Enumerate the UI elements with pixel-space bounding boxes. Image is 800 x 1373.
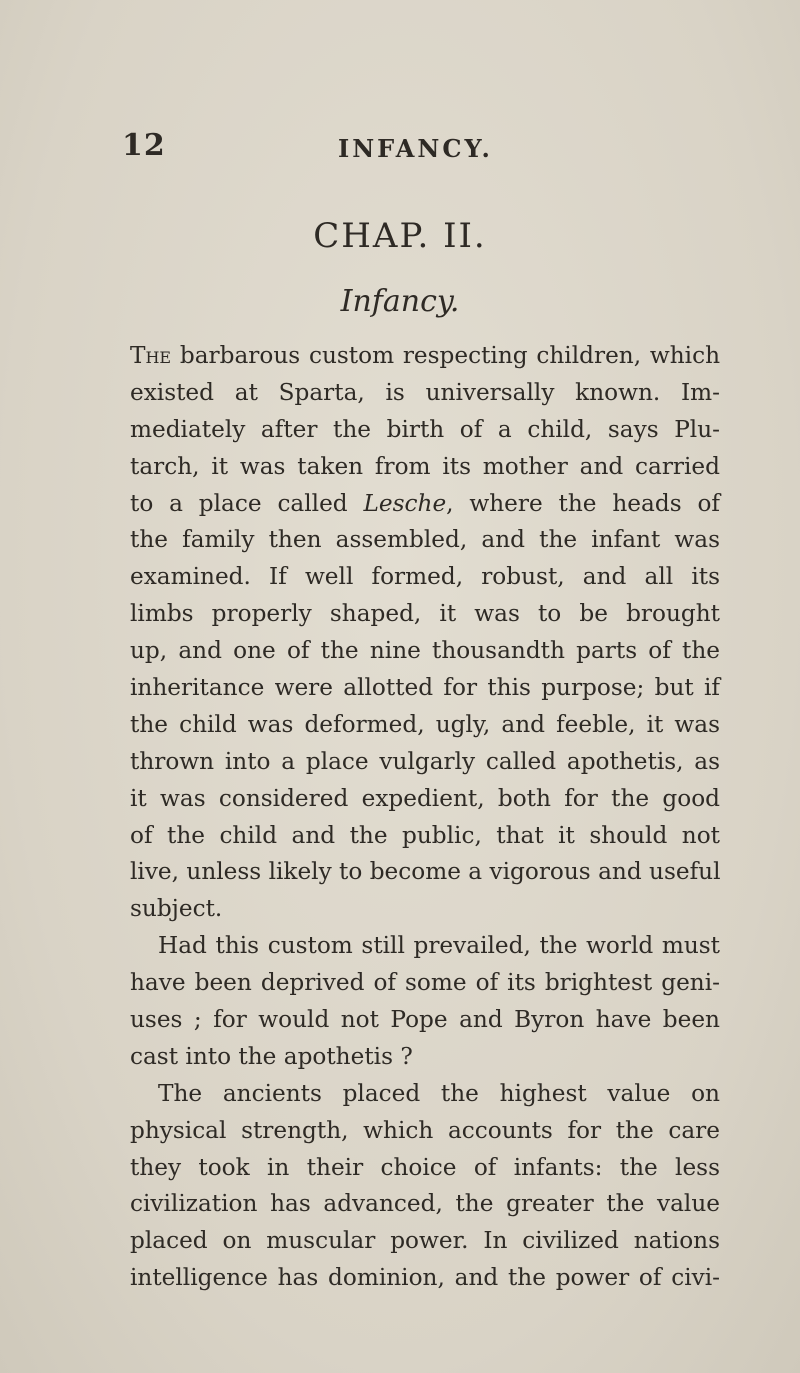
running-title: INFANCY. [338,134,493,163]
chapter-heading: CHAP. II. [313,216,487,256]
text-line: The ancients placed the highest value on [158,1079,720,1107]
text-line: thrown into a place vulgarly called apothetis, as [130,747,720,775]
text-line: cast into the apothetis ? [130,1042,413,1070]
text-line: live, unless likely to become a vigorous and useful [130,858,721,886]
page-number: 12 [122,128,166,163]
text-line: The barbarous custom respecting children, which [130,342,720,369]
text-line: up, and one of the nine thousandth parts of the [130,637,720,665]
text-line: placed on muscular power. In civilized nations [130,1227,720,1255]
text-line: tarch, it was taken from its mother and carried [130,452,720,480]
chapter-title: Infancy. [340,284,460,319]
text-line: they took in their choice of infants: the less [130,1153,720,1181]
paragraph-3 [130,1076,720,1297]
text-line: physical strength, which accounts for the care [130,1116,720,1144]
text-line: inheritance were allotted for this purpose; but if [130,674,720,702]
text-line: of the child and the public, that it should not [130,821,720,849]
text-line: limbs properly shaped, it was to be brought [130,600,720,628]
text-line: existed at Sparta, is universally known. Im- [130,378,720,406]
paragraph-1 [130,338,720,928]
text-line: to a place called Lesche, where the heads of [130,489,720,517]
text-line: examined. If well formed, robust, and all its [130,563,720,591]
text-line: uses ; for would not Pope and Byron have been [130,1006,720,1034]
text-line: mediately after the birth of a child, says Plu- [130,415,720,443]
text-line: the family then assembled, and the infant was [130,526,720,554]
paragraph-2 [130,928,720,1076]
body-text [130,338,720,1297]
italic-word: Lesche [363,489,447,517]
running-head [120,128,720,168]
text-line: subject. [130,895,223,923]
text-line: it was considered expedient, both for the good [130,784,720,812]
text-line: civilization has advanced, the greater the value [130,1190,720,1218]
text-line: Had this custom still prevailed, the world must [158,932,720,960]
text-line: intelligence has dominion, and the power of civi- [130,1264,720,1292]
text-line: have been deprived of some of its brightest geni- [130,969,720,997]
text-line: the child was deformed, ugly, and feeble, it was [130,710,720,738]
dropword: The [130,342,172,369]
